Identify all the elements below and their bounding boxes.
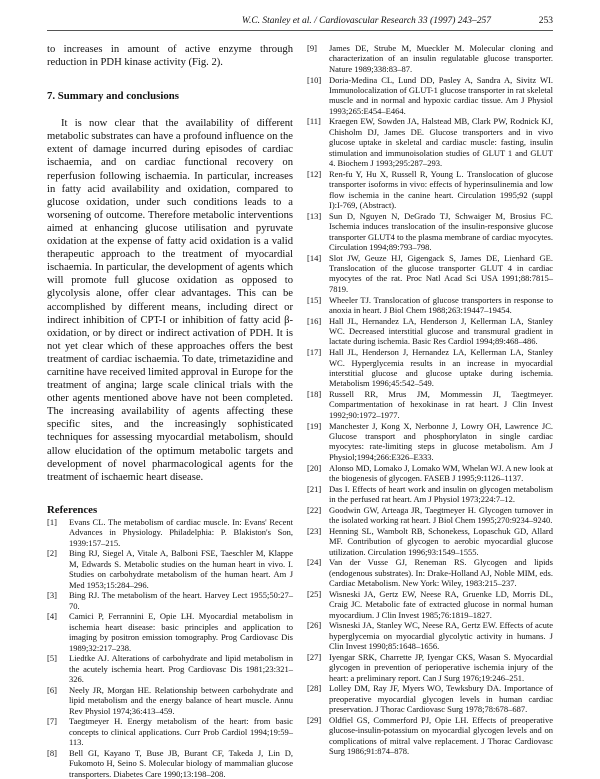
reference-text: Evans CL. The metabolism of cardiac muscle. In: Evans' Recent Advances in Physiology. Philadelphia: P. Blakiston's Son, 1939:157–215. bbox=[69, 516, 293, 548]
reference-text: Das I. Effects of heart work and insulin on glycogen metabolism in the perfused rat heart. Am J Physiol 1973;224:7–12. bbox=[329, 483, 553, 505]
reference-number: [18] bbox=[307, 389, 322, 400]
reference-item bbox=[47, 517, 293, 548]
reference-item bbox=[47, 590, 293, 611]
reference-number: [14] bbox=[307, 252, 322, 263]
reference-item bbox=[307, 347, 553, 389]
reference-item bbox=[307, 463, 553, 484]
reference-item bbox=[47, 653, 293, 684]
reference-text: Hall JL, Henderson J, Hernandez LA, Kellerman LA, Stanley WC. Hyperglycemia results in an increase in myocardial interstitial glucose and glucose uptake during ischemia. Metabolism 1996;45:542–549. bbox=[329, 347, 553, 389]
reference-item bbox=[307, 253, 553, 295]
reference-text: Wisneski JA, Gertz EW, Neese RA, Gruenke LD, Morris DL, Craig JC. Metabolic fate of extracted glucose in normal human myocardium. J Clin Invest 1985;76:1819–1827. bbox=[329, 588, 553, 620]
reference-text: Iyengar SRK, Charrette JP, Iyengar CKS, Wasan S. Myocardial glycogen in prevention of perioperative ischemia injury of the heart: a preliminary report. Can J Surg 1976;19:246–251. bbox=[329, 651, 553, 683]
reference-number: [4] bbox=[47, 611, 57, 622]
reference-number: [16] bbox=[307, 315, 322, 326]
reference-number: [2] bbox=[47, 548, 57, 559]
reference-number: [22] bbox=[307, 504, 322, 515]
reference-text: Hall JL, Hernandez LA, Henderson J, Kellerman LA, Stanley WC. Decreased interstitial glucose and transmural gradient in lactate during ischemia. Basic Res Cardiol 1994;89:468–486. bbox=[329, 315, 553, 347]
reference-number: [6] bbox=[47, 684, 57, 695]
reference-text: Kraegen EW, Sowden JA, Halstead MB, Clark PW, Rodnick KJ, Chisholm DJ, James DE. Glucose transporters and in vivo glucose uptake in skeletal and cardiac muscle: fasting, insulin stimulation and immunoisolation studies of GLUT 1 and GLUT 4. Biochem J 1993;295:287–293. bbox=[329, 116, 553, 169]
reference-item bbox=[307, 683, 553, 714]
continued-paragraph: to increases in amount of active enzyme through reduction in PDH kinase activity (Fig. 2). bbox=[47, 44, 293, 69]
reference-item bbox=[307, 43, 553, 74]
reference-number: [12] bbox=[307, 168, 322, 179]
reference-number: [3] bbox=[47, 590, 57, 601]
reference-text: Doria-Medina CL, Lund DD, Pasley A, Sandra A, Sivitz WI. Immunolocalization of GLUT-1 glucose transporter in rat skeletal muscle and in normal and hypoxic cardiac tissue. Am J Physiol 1993;265:E454–E464. bbox=[329, 74, 553, 116]
reference-number: [9] bbox=[307, 43, 317, 53]
reference-text: Liedtke AJ. Alterations of carbohydrate and lipid metabolism in the acutely ischemia heart. Prog Cardiovasc Dis 1981;23:321–326. bbox=[69, 653, 293, 685]
reference-number: [17] bbox=[307, 347, 322, 358]
reference-text: Ren-fu Y, Hu X, Russell R, Young L. Translocation of glucose transporter isoforms in vivo: effects of hyperinsulinemia and low flow ischemia in the canine heart. Circulation 1995;92 (suppl I):I-769, (Abstract). bbox=[329, 168, 553, 210]
reference-number: [20] bbox=[307, 462, 322, 473]
reference-item bbox=[307, 526, 553, 557]
reference-item bbox=[307, 116, 553, 168]
section-heading: 7. Summary and conclusions bbox=[47, 90, 179, 103]
reference-item bbox=[47, 716, 293, 747]
reference-text: Lolley DM, Ray JF, Myers WO, Tewksbury DA. Importance of preoperative myocardial glycogen levels in human cardiac preservation. J Thorac Cardiovasc Surg 1978;78:678–687. bbox=[329, 683, 553, 715]
reference-item bbox=[307, 389, 553, 420]
reference-text: Sun D, Nguyen N, DeGrado TJ, Schwaiger M, Brosius FC. Ischemia induces translocation of the insulin-responsive glucose transporter GLUT4 to the plasma membrane of cardiac myocytes. Circulation 1994;89:793–798. bbox=[329, 210, 553, 252]
reference-number: [5] bbox=[47, 653, 57, 664]
page-number: 253 bbox=[538, 16, 553, 26]
reference-text: Manchester J, Kong X, Nerbonne J, Lowry OH, Lawrence JC. Glucose transport and phosphorylaton in single cardiac myocytes: rate-limiting steps in glucose metabolism. Am J Physiol;1994;266:E326–E333. bbox=[329, 420, 553, 462]
reference-text: Wisneski JA, Stanley WC, Neese RA, Gertz EW. Effects of acute hyperglycemia on myocardial glycolytic activity in humans. J Clin Invest 1990;85:1648–1656. bbox=[329, 620, 553, 652]
reference-number: [29] bbox=[307, 714, 322, 725]
reference-number: [21] bbox=[307, 483, 322, 494]
reference-text: Slot JW, Geuze HJ, Gigengack S, James DE, Lienhard GE. Translocation of the glucose transporter GLUT 4 in cardiac myocytes of the rat. Proc Natl Acad Sci USA 1991;88:7815–7819. bbox=[329, 252, 553, 294]
summary-paragraph: It is now clear that the availability of different metabolic substrates can have a profound influence on the extent of damage incurred during episodes of cardiac ischaemia, and on cardiac functional recovery on reperfusion following ischaemia. In particular, increases in fatty acid availability and oxidation, compared to glucose oxidation, under such conditions leads to a worsening of outcome. Therefore metabolic interventions aimed at enhancing glucose utilisation and pyruvate oxidation at the expense of fatty acid oxidation is a valid therapeutic approach to the treatment of myocardial ischaemia. In particular, the development of agents which will promote full glucose oxidation as opposed to glycolysis alone, offer clear advantages. This can be accomplished by different means, including direct or indirect inhibition of CPT-I or inhibition of fatty acid β-oxidation, or by direct or indirect activation of PDH. It is not yet clear which of these approaches offers the best treatment of cardiac ischaemia. To date, trimetazidine and carnitine have received limited approval in Europe for the treatment of angina; large scale clinical trials with the other agents mentioned above have not been completed. The increasing availability of agents affecting these specific sites, and the increasingly sophisticated techniques for assessing myocardial metabolism, should allow elucidation of the optimum metabolic targets and development of novel pharmacological agents for the treatment of ischaemic heart disease. bbox=[47, 118, 293, 483]
references-heading: References bbox=[47, 503, 98, 516]
reference-text: Wheeler TJ. Translocation of glucose transporters in response to anoxia in heart. J Biol Chem 1988;263:19447–19454. bbox=[329, 294, 553, 315]
left-column bbox=[47, 43, 293, 779]
reference-text: Goodwin GW, Arteaga JR, Taegtmeyer H. Glycogen turnover in the isolated working rat heart. J Biol Chem 1995;270:9234–9240. bbox=[329, 504, 553, 526]
reference-item bbox=[307, 715, 553, 757]
reference-item bbox=[307, 169, 553, 211]
reference-item bbox=[47, 748, 293, 779]
reference-item bbox=[307, 421, 553, 463]
header-rule bbox=[47, 30, 553, 31]
reference-item bbox=[307, 505, 553, 526]
reference-text: Bing RJ. The metabolism of the heart. Harvey Lect 1955;50:27–70. bbox=[69, 590, 293, 611]
reference-text: James DE, Strube M, Mueckler M. Molecular cloning and characterization of an insulin regulatable glucose transporter. Nature 1989;338:83–87. bbox=[329, 43, 553, 74]
reference-number: [11] bbox=[307, 116, 321, 127]
reference-number: [1] bbox=[47, 516, 57, 527]
reference-item bbox=[307, 652, 553, 683]
reference-text: Van der Vusse GJ, Reneman RS. Glycogen and lipids (endogenous substrates). In: Drake-Holland AJ, Noble MIM, eds. Cardiac Metabolism. New York: Wiley, 1983:215–237. bbox=[329, 557, 553, 589]
reference-item bbox=[47, 548, 293, 590]
reference-item bbox=[307, 484, 553, 505]
reference-number: [10] bbox=[307, 74, 322, 85]
reference-number: [7] bbox=[47, 716, 57, 727]
reference-item bbox=[307, 316, 553, 347]
reference-item bbox=[307, 211, 553, 253]
reference-text: Oldfiel GS, Commerford PJ, Opie LH. Effects of preoperative glucose-insulin-potassium on myocardial glycogen levels and on complications of mitral valve replacement. J Thorac Cardiovasc Surg 1986;91:874–878. bbox=[329, 714, 553, 757]
reference-item bbox=[47, 611, 293, 653]
reference-list-left bbox=[47, 517, 293, 779]
reference-text: Henning SL, Wambolt RB, Schonekess, Lopaschuk GD, Allard MF. Contribution of glycogen to aerobic myocardial glucose utilization. Circulation 1996;93:1549–1555. bbox=[329, 525, 553, 557]
section-summary bbox=[47, 90, 293, 484]
reference-text: Neely JR, Morgan HE. Relationship between carbohydrate and lipid metabolism and the energy balance of heart muscle. Annu Rev Physiol 1974;36:413–459. bbox=[69, 684, 293, 716]
right-column bbox=[307, 43, 553, 757]
reference-number: [23] bbox=[307, 525, 322, 536]
reference-number: [13] bbox=[307, 210, 322, 221]
reference-text: Russell RR, Mrus JM, Mommessin JI, Taegtmeyer. Compartmentation of hexokinase in rat heart. J Clin Invest 1992;90:1972–1977. bbox=[329, 389, 553, 420]
page-header bbox=[47, 16, 553, 30]
reference-number: [28] bbox=[307, 683, 322, 694]
reference-number: [24] bbox=[307, 557, 322, 568]
reference-item bbox=[307, 620, 553, 651]
reference-text: Bell GI, Kayano T, Buse JB, Burant CF, Takeda J, Lin D, Fukomoto H, Seino S. Molecular biology of mammalian glucose transporters. Diabetes Care 1990;13:198–208. bbox=[69, 747, 293, 779]
reference-number: [8] bbox=[47, 747, 57, 758]
reference-number: [26] bbox=[307, 620, 322, 631]
reference-item bbox=[307, 557, 553, 588]
reference-text: Camici P, Ferrannini E, Opie LH. Myocardial metabolism in ischemia heart disease: basic principles and application to imaging by positron emission tomography. Prog Cardiovasc Dis 1989;32:217–238. bbox=[69, 611, 293, 653]
reference-number: [25] bbox=[307, 588, 322, 599]
reference-text: Bing RJ, Siegel A, Vitale A, Balboni FSE, Taeschler M, Klappe M, Edwards S. Metabolic studies on the human heart in vivo. I. Studies on carbohydrate metabolism of the human heart. Am J Med 1953;15:284–296. bbox=[69, 548, 293, 590]
reference-number: [19] bbox=[307, 420, 322, 431]
reference-list-right bbox=[307, 43, 553, 757]
reference-text: Taegtmeyer H. Energy metabolism of the heart: from basic concepts to clinical applications. Curr Prob Cardiol 1994;19:59–113. bbox=[69, 716, 293, 748]
reference-item bbox=[47, 685, 293, 716]
reference-number: [15] bbox=[307, 294, 322, 305]
reference-number: [27] bbox=[307, 651, 322, 662]
reference-item bbox=[307, 589, 553, 620]
reference-item bbox=[307, 75, 553, 117]
reference-text: Alonso MD, Lomako J, Lomako WM, Whelan WJ. A new look at the biogenesis of glycogen. FASEB J 1995;9:1126–1137. bbox=[329, 462, 553, 483]
reference-item bbox=[307, 295, 553, 316]
running-head: W.C. Stanley et al. / Cardiovascular Research 33 (1997) 243–257 bbox=[241, 16, 491, 26]
